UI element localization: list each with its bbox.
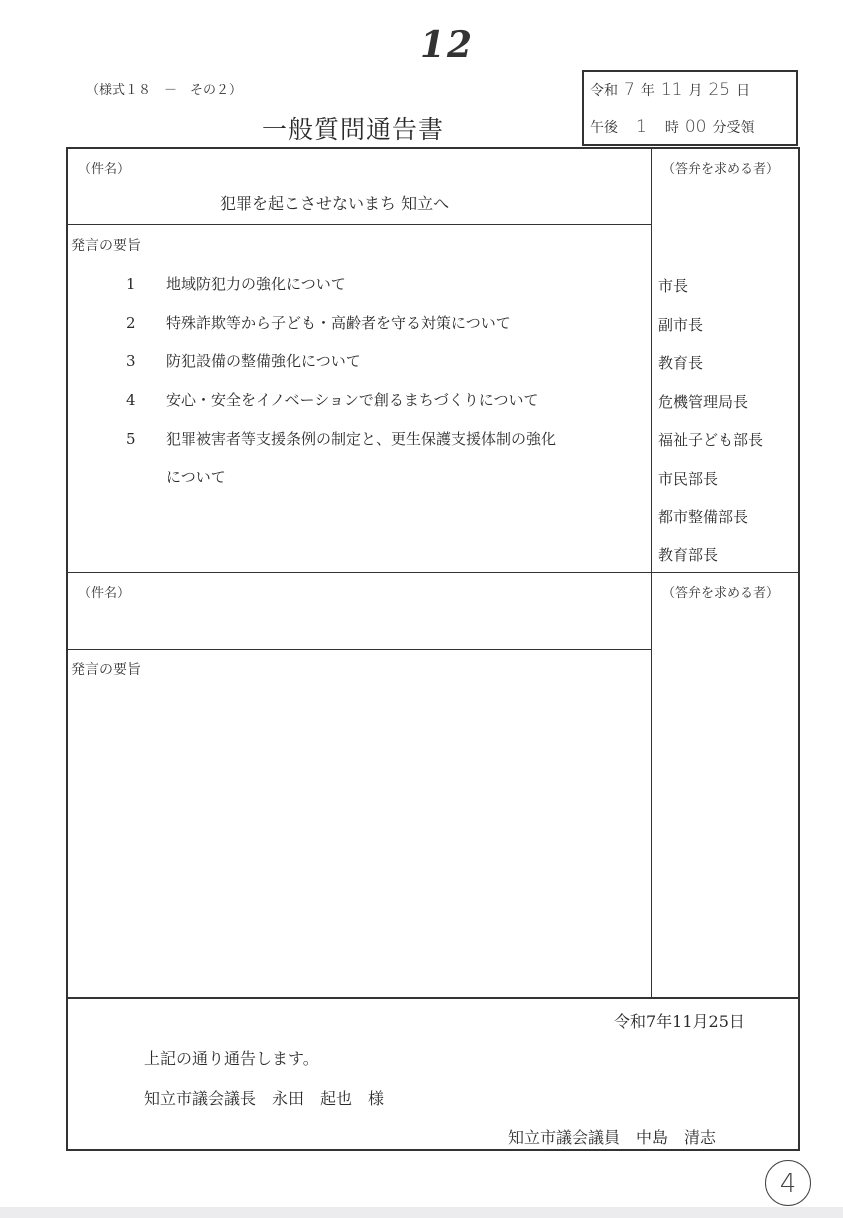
- item-text: 特殊詐欺等から子ども・高齢者を守る対策について: [166, 314, 511, 332]
- notice-statement: 上記の通り通告します。: [144, 1049, 319, 1068]
- receipt-minute-unit: 分受領: [712, 120, 755, 136]
- receipt-hour: 1: [636, 117, 647, 137]
- circled-page-mark: 4: [765, 1160, 811, 1206]
- item-text: 犯罪被害者等支援条例の制定と、更生保護支援体制の強化: [166, 430, 557, 448]
- item-number: 5: [126, 430, 136, 448]
- receipt-stamp-box: [582, 70, 798, 146]
- respondent: 副市長: [658, 316, 704, 334]
- respondent: 危機管理局長: [658, 393, 749, 411]
- receipt-era: 令和: [590, 83, 618, 99]
- respondent: 教育部長: [658, 546, 719, 564]
- respondents-column-divider: [651, 149, 652, 997]
- summary-item-5: [126, 428, 556, 449]
- item-number: 4: [126, 391, 136, 409]
- summary-item-2: [126, 312, 511, 333]
- respondent: 都市整備部長: [658, 508, 749, 526]
- summary-item-4: [126, 389, 538, 410]
- section2-summary-label: 発言の要旨: [71, 662, 141, 678]
- respondent: 市長: [658, 277, 689, 295]
- receipt-month-unit: 月: [688, 83, 703, 99]
- form-code: （様式１８ － その２）: [86, 83, 243, 98]
- summary-item-5-continuation: について: [166, 468, 226, 486]
- item-text: 地域防犯力の強化について: [166, 275, 346, 293]
- receipt-date: [590, 80, 750, 100]
- respondent: 教育長: [658, 354, 704, 372]
- item-number: 1: [126, 275, 136, 293]
- receipt-minute: 00: [684, 117, 707, 137]
- respondent: 福祉子ども部長: [658, 431, 764, 449]
- page-number: 12: [420, 24, 475, 66]
- receipt-year-unit: 年: [640, 83, 655, 99]
- receipt-day-unit: 日: [736, 83, 751, 99]
- form-frame: [66, 147, 800, 1151]
- receipt-day: 25: [708, 80, 731, 100]
- item-text: 安心・安全をイノベーションで創るまちづくりについて: [166, 391, 539, 409]
- receipt-hour-unit: 時: [664, 120, 679, 136]
- item-number: 2: [126, 314, 136, 332]
- section2-respondents-label: （答弁を求める者）: [662, 586, 780, 601]
- section1-respondents-label: （答弁を求める者）: [662, 162, 780, 177]
- section1-subject-label: （件名）: [78, 162, 131, 177]
- summary-item-1: [126, 273, 346, 294]
- respondent: 市民部長: [658, 470, 719, 488]
- section1-subject-divider: [68, 224, 651, 225]
- signature-divider: [68, 997, 798, 999]
- signature-date: 令和7年11月25日: [614, 1012, 745, 1031]
- addressee: 知立市議会議長 永田 起也 様: [144, 1089, 385, 1108]
- section-divider: [68, 572, 798, 573]
- receipt-time: [590, 117, 754, 137]
- item-number: 3: [126, 352, 136, 370]
- receipt-year: 7: [624, 80, 635, 100]
- document-title: 一般質問通告書: [262, 115, 445, 144]
- section2-subject-divider: [68, 649, 651, 650]
- section1-subject: 犯罪を起こさせないまち 知立へ: [220, 194, 450, 213]
- receipt-ampm: 午後: [590, 120, 618, 136]
- section2-subject-label: （件名）: [78, 586, 131, 601]
- summary-item-3: [126, 350, 361, 371]
- bottom-scan-edge: [0, 1207, 843, 1218]
- receipt-month: 11: [660, 80, 683, 100]
- sender: 知立市議会議員 中島 清志: [508, 1128, 717, 1147]
- section1-summary-label: 発言の要旨: [71, 238, 141, 254]
- item-text: 防犯設備の整備強化について: [166, 352, 361, 370]
